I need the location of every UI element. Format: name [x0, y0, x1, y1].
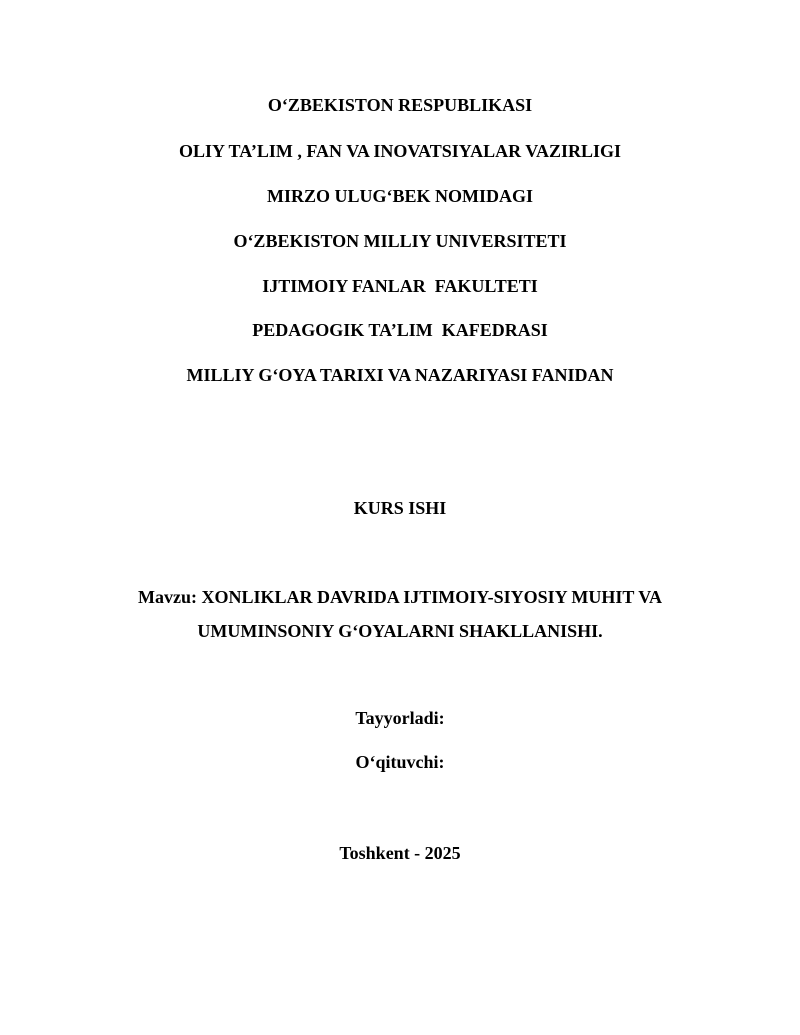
topic-line-2: UMUMINSONIY G‘OYALARNI SHAKLLANISHI.	[197, 621, 603, 641]
ministry-name: OLIY TA’LIM , FAN VA INOVATSIYALAR VAZIRLIGI	[179, 141, 621, 161]
topic-line-1: Mavzu: XONLIKLAR DAVRIDA IJTIMOIY-SIYOSIY MUHIT VA	[138, 587, 662, 607]
city-year: Toshkent - 2025	[339, 843, 461, 863]
country-name: O‘ZBEKISTON RESPUBLIKASI	[267, 95, 533, 115]
department-name: PEDAGOGIK TA’LIM KAFEDRASI	[252, 320, 548, 340]
university-name-line1: MIRZO ULUG‘BEK NOMIDAGI	[266, 186, 533, 206]
faculty-name: IJTIMOIY FANLAR FAKULTETI	[262, 276, 538, 296]
teacher-label: O‘qituvchi:	[355, 752, 445, 772]
prepared-by-label: Tayyorladi:	[355, 708, 445, 728]
work-type-heading: KURS ISHI	[353, 498, 447, 518]
university-name-line2: O‘ZBEKISTON MILLIY UNIVERSITETI	[233, 231, 567, 251]
subject-name: MILLIY G‘OYA TARIXI VA NAZARIYASI FANIDAN	[186, 365, 614, 385]
